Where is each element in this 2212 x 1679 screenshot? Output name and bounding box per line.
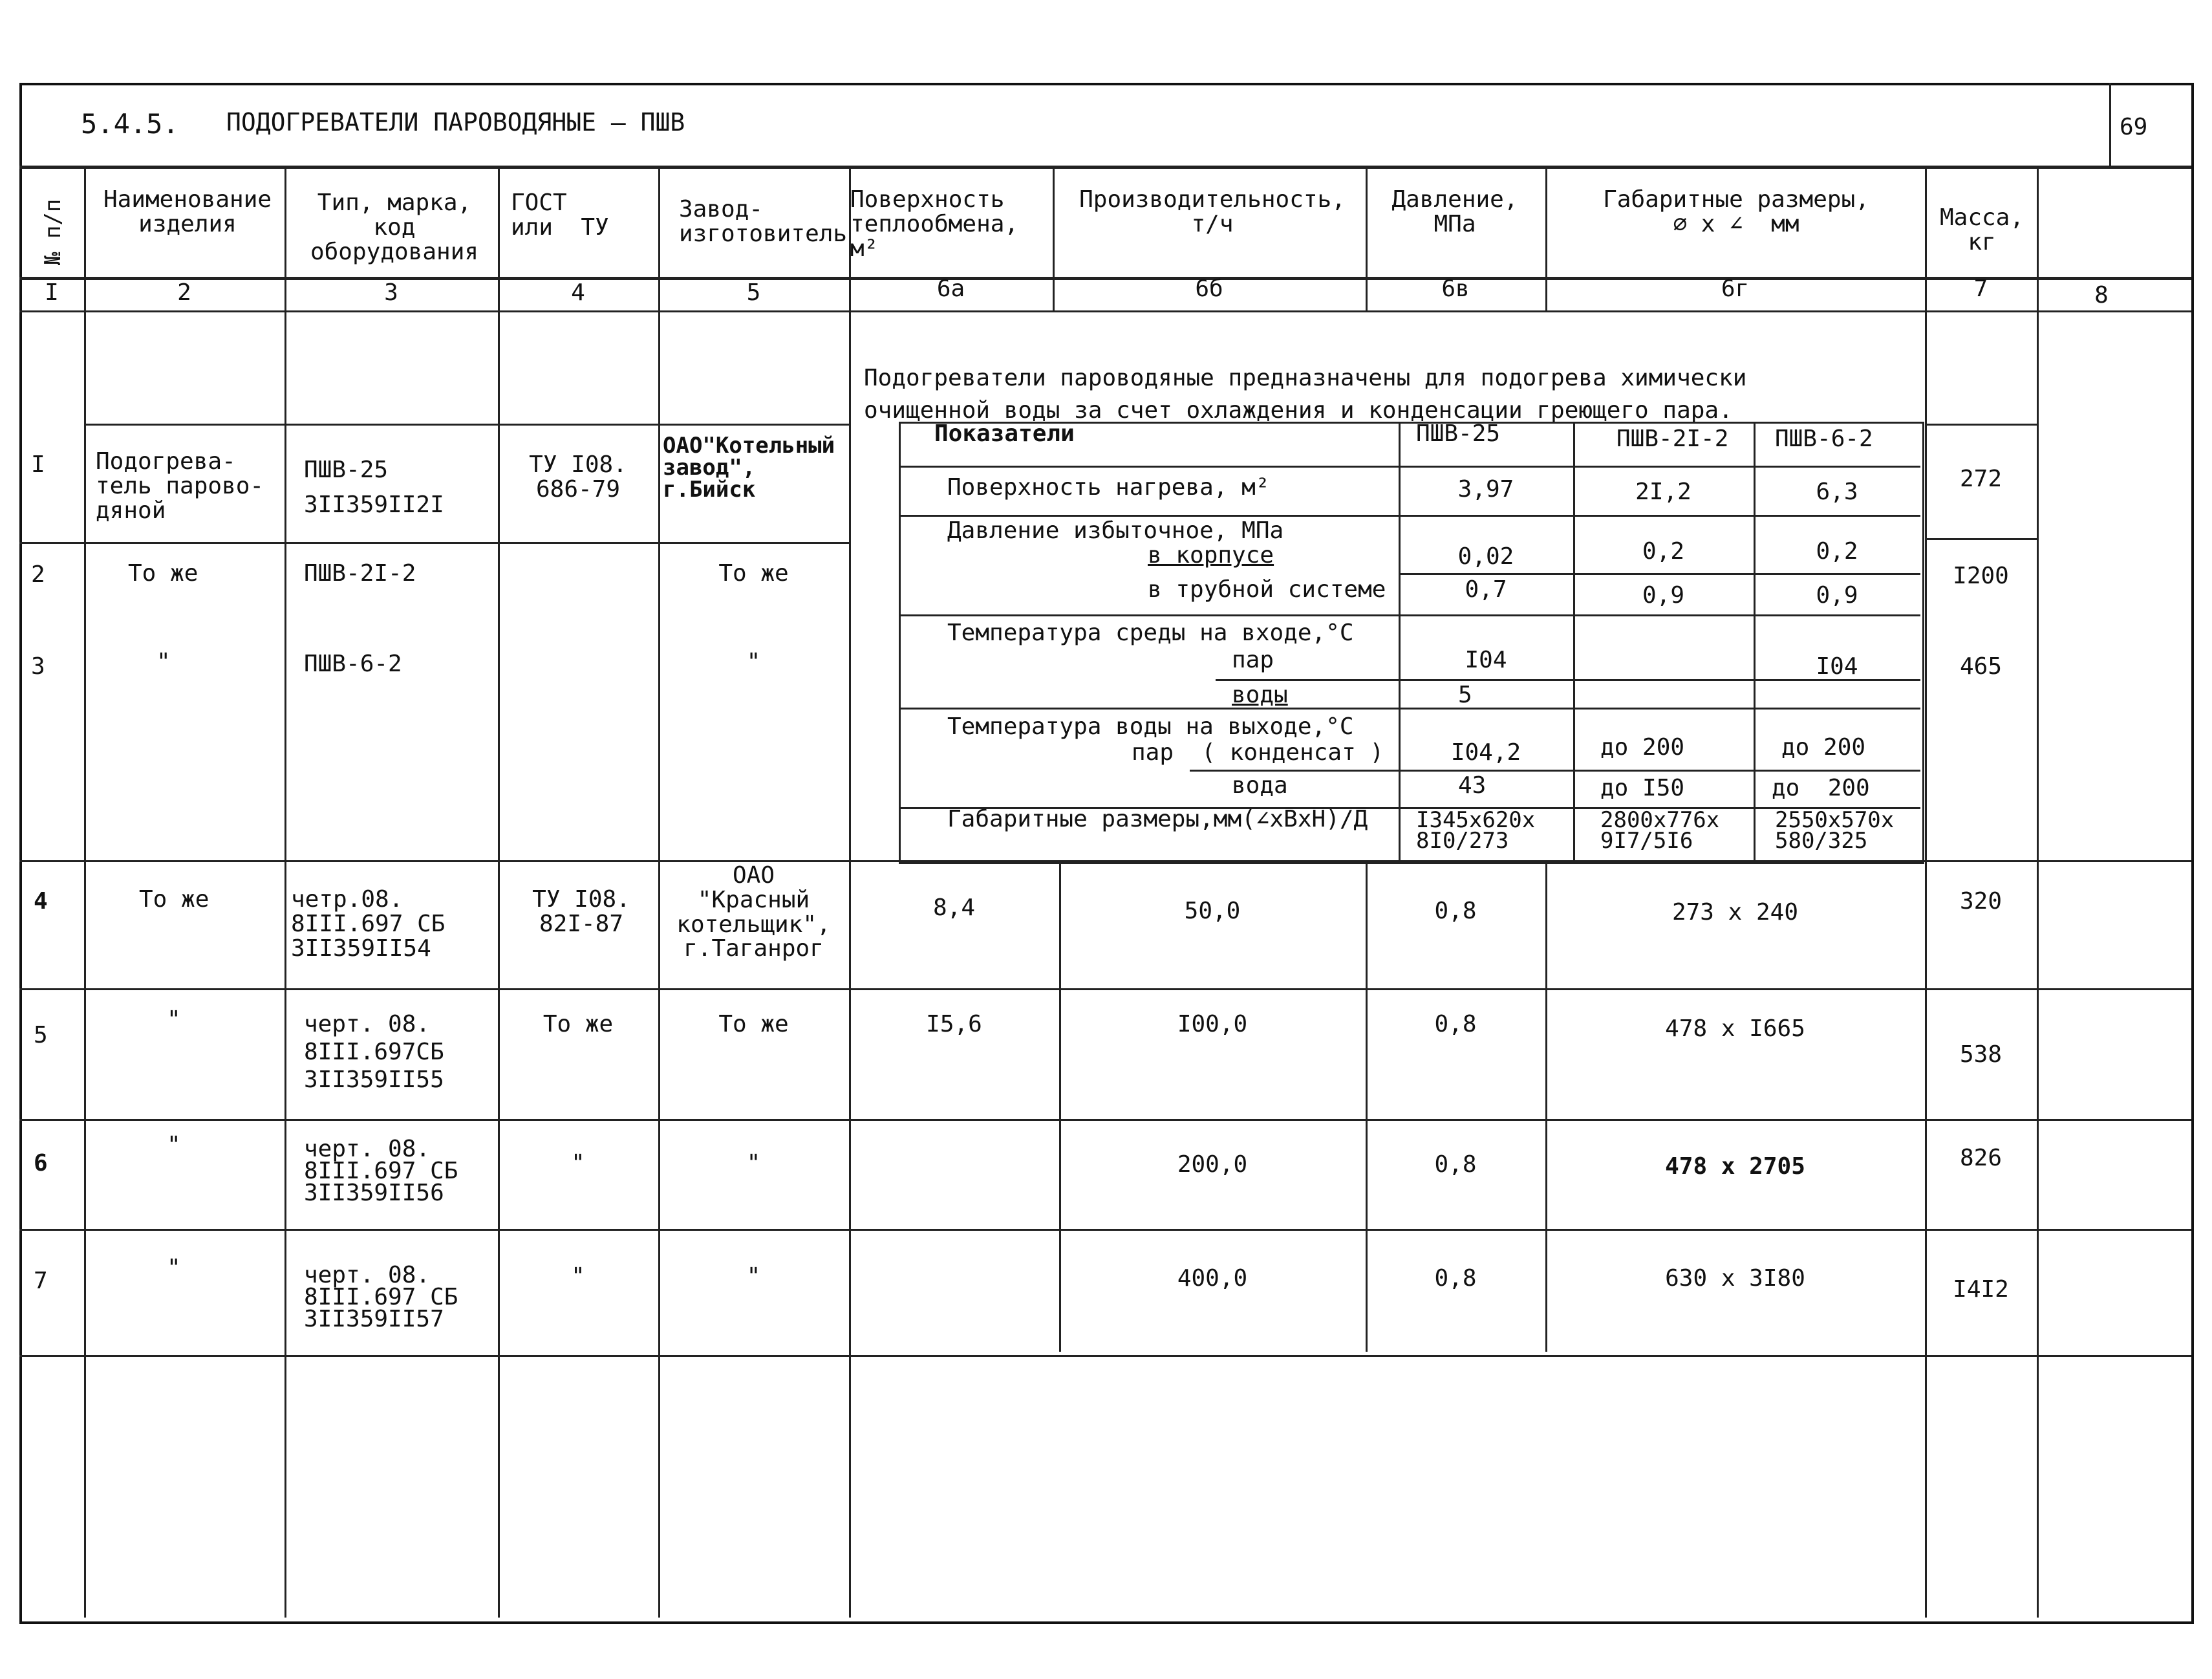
inset-dims-label: Габаритные размеры,мм(∠xBxH)/Д — [947, 806, 1368, 832]
inset-dims-1: I345x620x 8I0/273 — [1416, 807, 1536, 854]
inset-pressure-tube-3: 0,9 — [1816, 582, 1858, 609]
inset-tout-water-2: до I50 — [1600, 775, 1685, 801]
row3-mass: 465 — [1959, 653, 2003, 680]
inset-dims-2: 2800x776x 9I7/5I6 — [1600, 807, 1720, 854]
row4-capacity: 50,0 — [1184, 898, 1241, 924]
inset-tin-steam-3: I04 — [1816, 653, 1858, 680]
col-divider-2 — [285, 166, 286, 1618]
col-divider-5 — [849, 166, 851, 1618]
inset-hline-2 — [899, 515, 1920, 517]
inset-pressure-tube-1: 0,7 — [1465, 576, 1507, 603]
inset-tout-water-label: вода — [1232, 772, 1288, 799]
row7-dims: 630 x 3I80 — [1665, 1265, 1805, 1292]
num-col-6b: 6б — [1195, 276, 1223, 302]
inset-dims-3: 2550x570x 580/325 — [1775, 807, 1895, 854]
header-plant: Завод- изготовитель — [679, 196, 848, 247]
inset-head-shv62: ПШВ-6-2 — [1775, 426, 1873, 452]
row-sep-1 — [84, 424, 849, 426]
inset-tout-cond-1: I04,2 — [1450, 739, 1521, 766]
row4-type: четр.08. 8III.697 СБ 3II359II54 — [291, 886, 446, 962]
num-col-7: 7 — [1973, 276, 1988, 302]
inset-hline-7 — [1190, 770, 1920, 772]
row6-number: 6 — [34, 1150, 48, 1176]
inset-surface-3: 6,3 — [1816, 479, 1858, 505]
row1-mass: 272 — [1959, 466, 2003, 492]
inset-tout-water-1: 43 — [1458, 772, 1487, 799]
inset-tin-label: Температура среды на входе,°С — [947, 620, 1354, 646]
row-sep-2b — [1925, 538, 2037, 540]
row7-number: 7 — [34, 1268, 48, 1294]
description-note: Подогреватели пароводяные предназначены для подогрева химически очищенной воды за счет охлаждения и конденсации греющего пара. — [864, 365, 1747, 424]
header-dimensions: Габаритные размеры, ∅ x ∠ мм — [1603, 186, 1869, 237]
row6-gost: " — [571, 1150, 585, 1176]
num-col-5: 5 — [746, 279, 761, 306]
inset-pressure-label: Давление избыточное, МПа — [947, 517, 1284, 544]
header-gost: ГОСТ или ТУ — [511, 190, 609, 241]
inset-tin-water-label: воды — [1232, 682, 1288, 708]
row6-name: " — [167, 1132, 181, 1158]
row5-mass: 538 — [1959, 1041, 2003, 1068]
inset-head-label: Показатели — [934, 420, 1075, 447]
row4-gost: ТУ I08. 82I-87 — [532, 886, 630, 937]
row1-number: I — [31, 451, 45, 478]
header-row-number: № п/п — [40, 199, 66, 265]
inset-pressure-body-1: 0,02 — [1457, 543, 1514, 570]
row7-capacity: 400,0 — [1177, 1265, 1248, 1292]
row4-surface: 8,4 — [932, 894, 976, 921]
numbering-bottom-line — [19, 310, 2191, 312]
title-bottom-line — [19, 166, 2191, 169]
row1-plant: ОАО"Котельный завод", г.Бийск — [663, 433, 835, 503]
row-sep-1b — [1925, 424, 2037, 426]
inset-surface-2: 2I,2 — [1635, 479, 1691, 505]
row6-plant: " — [746, 1150, 761, 1176]
row6-capacity: 200,0 — [1177, 1151, 1248, 1178]
inset-tout-water-3: до 200 — [1772, 775, 1870, 801]
row5-number: 5 — [34, 1022, 48, 1048]
row2-mass: I200 — [1953, 563, 2009, 589]
row1-type: ПШВ-25 3II359II2I — [304, 457, 444, 518]
row5-type: черт. 08. 8III.697СБ 3II359II55 — [304, 1011, 444, 1094]
row5-name: " — [167, 1006, 181, 1033]
row3-number: 3 — [31, 653, 45, 680]
row5-gost: То же — [542, 1011, 614, 1037]
header-capacity: Производительность, т/ч — [1079, 186, 1346, 237]
row7-name: " — [167, 1255, 181, 1281]
inset-hline-5 — [1216, 679, 1920, 681]
col-divider-1 — [84, 166, 86, 1618]
row7-mass: I4I2 — [1953, 1276, 2009, 1303]
inset-surface-1: 3,97 — [1457, 476, 1514, 503]
row5-plant: То же — [718, 1011, 789, 1037]
page-number: 69 — [2120, 114, 2148, 140]
col-divider-3 — [498, 166, 500, 1618]
inset-pressure-body-label: в корпусе — [1148, 542, 1274, 569]
row2-type: ПШВ-2I-2 — [304, 560, 416, 587]
inset-pressure-body-3: 0,2 — [1816, 538, 1858, 565]
header-name: Наименование изделия — [103, 186, 272, 237]
num-col-6a: 6а — [936, 276, 965, 302]
row7-type: черт. 08. 8III.697 СБ 3II359II57 — [304, 1262, 458, 1333]
inset-tout-cond-3: до 200 — [1781, 734, 1866, 761]
inset-hline-6 — [899, 708, 1920, 710]
row3-plant: " — [746, 649, 761, 675]
row5-pressure: 0,8 — [1434, 1011, 1477, 1037]
row5-dims: 478 x I665 — [1665, 1015, 1805, 1042]
inset-head-shv212: ПШВ-2I-2 — [1616, 426, 1729, 452]
inset-pressure-tube-2: 0,9 — [1642, 582, 1685, 609]
header-surface: Поверхность теплообмена, м² — [850, 186, 1019, 262]
row5-capacity: I00,0 — [1177, 1011, 1248, 1037]
page-title: ПОДОГРЕВАТЕЛИ ПАРОВОДЯНЫЕ – ПШВ — [226, 108, 685, 136]
row1-name: Подогрева- тель парово- дяной — [96, 448, 264, 524]
row6-dims: 478 x 2705 — [1665, 1153, 1805, 1180]
row3-type: ПШВ-6-2 — [304, 651, 402, 677]
inset-hline-1 — [899, 466, 1920, 468]
row4-pressure: 0,8 — [1434, 898, 1477, 924]
row1-gost: ТУ I08. 686-79 — [529, 451, 627, 503]
row4-dims: 273 x 240 — [1671, 899, 1799, 926]
num-col-4: 4 — [571, 279, 585, 306]
inset-tout-cond-label: пар ( конденсат ) — [1132, 739, 1384, 766]
inset-tout-cond-2: до 200 — [1600, 734, 1685, 761]
inset-tout-label: Температура воды на выходе,°С — [947, 713, 1354, 740]
row-sep-5 — [19, 1119, 2191, 1121]
num-col-3: 3 — [384, 279, 398, 306]
inset-tin-steam-1: I04 — [1465, 647, 1507, 673]
num-col-6v: 6в — [1441, 276, 1470, 302]
section-number: 5.4.5. — [81, 108, 179, 140]
header-type: Тип, марка, код оборудования — [310, 190, 479, 265]
row4-name: То же — [139, 886, 209, 913]
header-pressure: Давление, МПа — [1391, 186, 1518, 237]
num-col-2: 2 — [177, 279, 191, 306]
row7-gost: " — [571, 1263, 585, 1290]
row2-name: То же — [128, 560, 199, 587]
row5-surface: I5,6 — [926, 1011, 982, 1037]
row2-number: 2 — [31, 561, 45, 588]
row-sep-4 — [19, 988, 2191, 990]
inset-pressure-tube-label: в трубной системе — [1148, 576, 1386, 603]
row2-plant: То же — [718, 560, 789, 587]
row4-number: 4 — [34, 888, 48, 915]
col-divider-7 — [2037, 166, 2039, 1618]
row3-name: " — [156, 649, 171, 675]
row4-mass: 320 — [1959, 888, 2003, 915]
row6-mass: 826 — [1959, 1145, 2003, 1171]
inset-pressure-body-2: 0,2 — [1642, 538, 1685, 565]
inset-hline-4 — [899, 614, 1920, 616]
row6-pressure: 0,8 — [1434, 1151, 1477, 1178]
inset-hline-3 — [1399, 573, 1920, 575]
num-col-8: 8 — [2094, 282, 2109, 309]
row-sep-2 — [19, 542, 849, 544]
row7-plant: " — [746, 1263, 761, 1290]
page-number-divider — [2109, 83, 2111, 166]
row6-type: черт. 08. 8III.697 СБ 3II359II56 — [304, 1136, 458, 1207]
row-sep-7 — [19, 1355, 2191, 1357]
inset-surface-label: Поверхность нагрева, м² — [947, 474, 1270, 501]
row7-pressure: 0,8 — [1434, 1265, 1477, 1292]
row-sep-6 — [19, 1229, 2191, 1231]
inset-head-shv25: ПШВ-25 — [1416, 420, 1501, 447]
row4-plant: ОАО "Красный котельщик", г.Таганрог — [676, 862, 831, 962]
num-col-6g: 6г — [1721, 276, 1750, 302]
inset-tin-steam-label: пар — [1232, 647, 1274, 673]
header-mass: Масса, кг — [1939, 204, 2024, 255]
inset-tin-water-1: 5 — [1458, 682, 1472, 708]
num-col-1: I — [45, 279, 59, 306]
